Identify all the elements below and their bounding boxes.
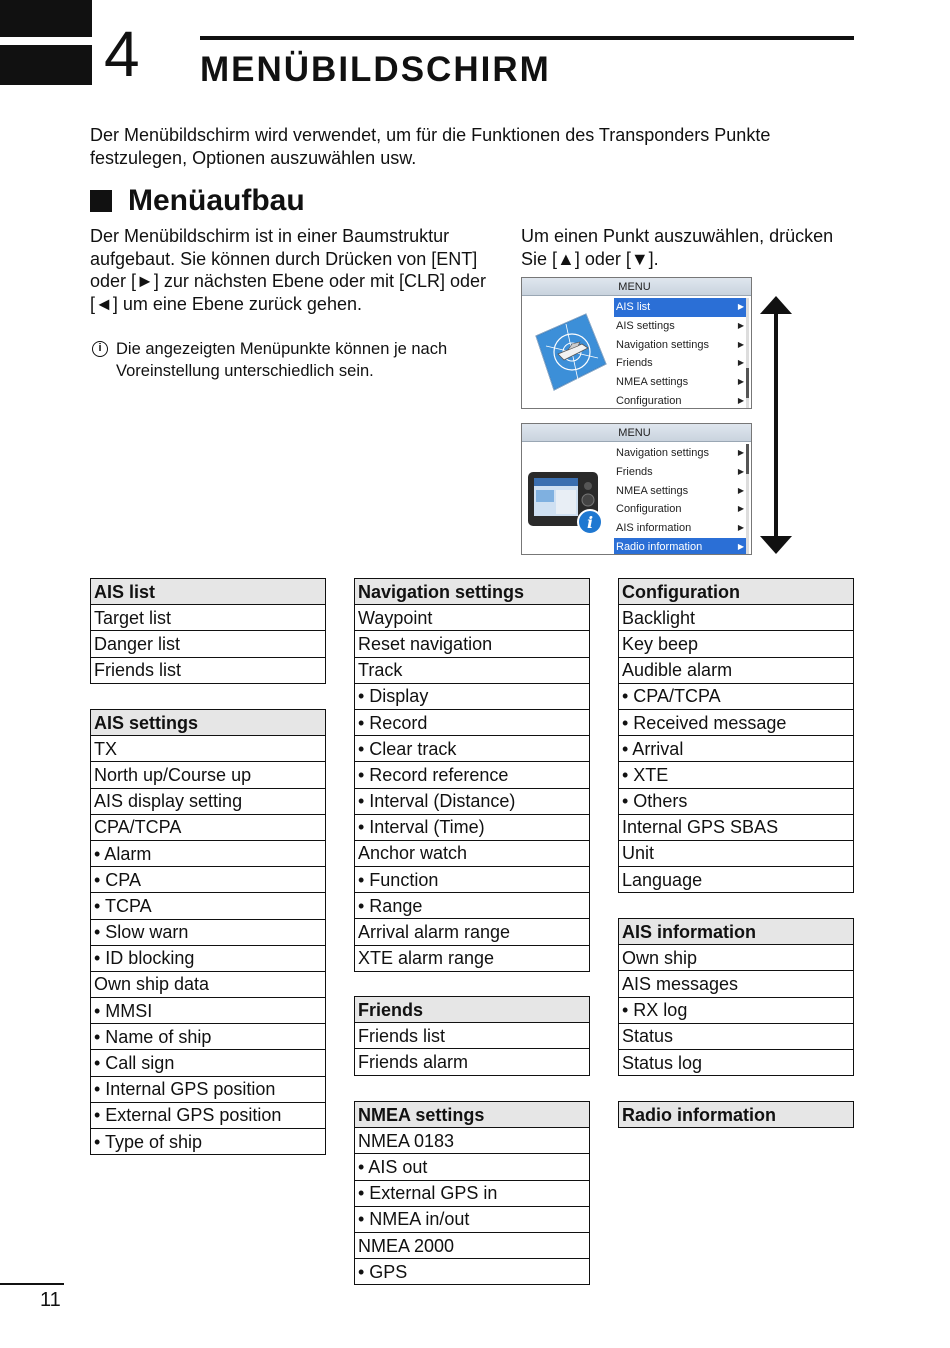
table-cell: Internal GPS SBAS [619, 814, 854, 840]
table-header-cell: AIS list [91, 579, 326, 605]
scrollbar[interactable] [746, 444, 749, 554]
table-row [355, 1128, 590, 1154]
table-cell: Language [619, 867, 854, 893]
table-row [355, 867, 590, 893]
table-cell: CPA/TCPA [91, 814, 326, 840]
structure-description: Der Menübildschirm ist in einer Baumstruktur aufgebaut. Sie können durch Drücken von [ENT] oder [►] zur nächsten Ebene oder mit [CLR] oder [◄] um eine Ebene zurück gehen. [90, 226, 487, 314]
table-row [355, 788, 590, 814]
menu-item-navigation-settings[interactable]: Navigation settings ▶ [614, 336, 748, 355]
table-cell: Arrival alarm range [355, 919, 590, 945]
table-cell: Friends list [91, 657, 326, 683]
table-row [91, 736, 326, 762]
table-row [619, 1049, 854, 1075]
chapter-rule [200, 36, 854, 40]
menu-item-radio-information[interactable]: Radio information ▶ [614, 538, 748, 555]
table-cell: • Name of ship [91, 1024, 326, 1050]
table-cell: Target list [91, 605, 326, 631]
table-cell: Own ship data [91, 971, 326, 997]
chevron-right-icon: ▶ [737, 504, 744, 514]
table-cell: TX [91, 736, 326, 762]
menu-item-navigation-settings[interactable]: Navigation settings ▶ [614, 444, 748, 463]
table-header-row [619, 1102, 854, 1128]
menu-screen-header: MENU [522, 278, 751, 296]
table-cell: Reset navigation [355, 631, 590, 657]
table-cell: • AIS out [355, 1154, 590, 1180]
menu-screen-header: MENU [522, 424, 751, 442]
table-row [355, 919, 590, 945]
menu-item-friends[interactable]: Friends ▶ [614, 354, 748, 373]
table-row [355, 1259, 590, 1285]
table-cell: Audible alarm [619, 657, 854, 683]
scrollbar[interactable] [746, 298, 749, 408]
table-cell: • TCPA [91, 893, 326, 919]
menu-list-1 [614, 298, 748, 409]
info-icon: i [92, 341, 108, 357]
table-cell: • Arrival [619, 736, 854, 762]
table-row [91, 893, 326, 919]
scrollbar-thumb[interactable] [746, 444, 749, 474]
page-number: 11 [40, 1289, 61, 1311]
table-ais-information [618, 918, 854, 1076]
chapter-number: 4 [104, 18, 140, 90]
table-ais-list [90, 578, 326, 684]
menu-item-nmea-settings[interactable]: NMEA settings ▶ [614, 482, 748, 501]
menu-item-configuration[interactable]: Configuration ▶ [614, 392, 748, 409]
table-cell: • Record [355, 709, 590, 735]
table-cell: Friends alarm [355, 1049, 590, 1075]
table-header-cell: Configuration [619, 579, 854, 605]
table-cell: • Display [355, 683, 590, 709]
menu-item-ais-information[interactable]: AIS information ▶ [614, 519, 748, 538]
table-cell: NMEA 2000 [355, 1232, 590, 1258]
table-cell: • Received message [619, 709, 854, 735]
section-heading [90, 184, 305, 218]
table-row [91, 919, 326, 945]
table-navigation-settings [354, 578, 590, 972]
menu-screen-1 [521, 277, 752, 409]
nautical-chart-icon [528, 306, 608, 396]
table-row [355, 945, 590, 971]
table-row [619, 605, 854, 631]
table-row [355, 683, 590, 709]
table-row [91, 1129, 326, 1155]
table-row [91, 657, 326, 683]
table-cell: • MMSI [91, 998, 326, 1024]
table-row [91, 998, 326, 1024]
table-row [91, 1024, 326, 1050]
table-header-cell: AIS settings [91, 710, 326, 736]
menu-item-nmea-settings[interactable]: NMEA settings ▶ [614, 373, 748, 392]
table-row [355, 893, 590, 919]
table-cell: • Interval (Distance) [355, 788, 590, 814]
table-cell: • GPS [355, 1259, 590, 1285]
table-row [91, 762, 326, 788]
table-header-cell: AIS information [619, 919, 854, 945]
table-row [355, 1180, 590, 1206]
table-row [355, 657, 590, 683]
menu-item-friends[interactable]: Friends ▶ [614, 463, 748, 482]
intro-paragraph: Der Menübildschirm wird verwendet, um für die Funktionen des Transponders Punkte festzulegen, Optionen auszuwählen usw. [90, 125, 771, 168]
chevron-right-icon: ▶ [737, 377, 744, 387]
table-row [91, 1076, 326, 1102]
table-cell: • CPA [91, 867, 326, 893]
table-row [355, 814, 590, 840]
table-header-row [619, 919, 854, 945]
menu-item-ais-list[interactable]: AIS list ▶ [614, 298, 748, 317]
table-row [619, 840, 854, 866]
table-cell: • Slow warn [91, 919, 326, 945]
table-row [355, 631, 590, 657]
table-cell: • Internal GPS position [91, 1076, 326, 1102]
table-header-cell: Radio information [619, 1102, 854, 1128]
table-cell: • XTE [619, 762, 854, 788]
table-row [619, 657, 854, 683]
table-cell: • External GPS in [355, 1180, 590, 1206]
chevron-right-icon: ▶ [737, 320, 744, 330]
chapter-tab-bottom [0, 45, 92, 85]
table-row [619, 631, 854, 657]
section-title: Menüaufbau [128, 184, 305, 217]
table-header-row [91, 710, 326, 736]
chapter-tab-top [0, 0, 92, 37]
chevron-right-icon: ▶ [737, 485, 744, 495]
table-cell: XTE alarm range [355, 945, 590, 971]
table-row [619, 814, 854, 840]
table-row [619, 736, 854, 762]
scrollbar-thumb[interactable] [746, 368, 749, 398]
table-row [619, 945, 854, 971]
table-cell: Status [619, 1023, 854, 1049]
chevron-right-icon: ▶ [737, 523, 744, 533]
table-cell: • Type of ship [91, 1129, 326, 1155]
table-cell: • Range [355, 893, 590, 919]
up-down-arrow-icon [760, 296, 792, 554]
table-cell: North up/Course up [91, 762, 326, 788]
note-text: Die angezeigten Menüpunkte können je nach Voreinstellung unterschiedlich sein. [116, 340, 448, 380]
table-cell: NMEA 0183 [355, 1128, 590, 1154]
table-row [619, 788, 854, 814]
table-header-row [355, 997, 590, 1023]
table-cell: • ID blocking [91, 945, 326, 971]
table-cell: • Function [355, 867, 590, 893]
menu-item-configuration[interactable]: Configuration ▶ [614, 500, 748, 519]
table-row [91, 840, 326, 866]
table-cell: • NMEA in/out [355, 1206, 590, 1232]
table-cell: • Others [619, 788, 854, 814]
table-row [91, 1050, 326, 1076]
table-cell: • External GPS position [91, 1102, 326, 1128]
table-configuration [618, 578, 854, 893]
table-cell: Backlight [619, 605, 854, 631]
table-row [91, 971, 326, 997]
chevron-right-icon: ▶ [737, 339, 744, 349]
chevron-right-icon: ▶ [737, 358, 744, 368]
table-row [355, 605, 590, 631]
table-row [355, 840, 590, 866]
table-row [91, 867, 326, 893]
table-cell: • Alarm [91, 840, 326, 866]
table-nmea-settings [354, 1101, 590, 1285]
table-row [355, 1049, 590, 1075]
menu-item-ais-settings[interactable]: AIS settings ▶ [614, 317, 748, 336]
chapter-title: MENÜBILDSCHIRM [200, 50, 551, 89]
table-row [355, 1206, 590, 1232]
table-row [355, 1023, 590, 1049]
chevron-right-icon: ▶ [737, 395, 744, 405]
note [90, 338, 490, 382]
table-cell: • Clear track [355, 736, 590, 762]
table-cell: Unit [619, 840, 854, 866]
table-row [619, 683, 854, 709]
table-row [355, 709, 590, 735]
table-header-cell: Navigation settings [355, 579, 590, 605]
table-row [355, 762, 590, 788]
table-friends [354, 996, 590, 1076]
table-row [91, 631, 326, 657]
table-cell: Own ship [619, 945, 854, 971]
table-row [91, 814, 326, 840]
device-info-icon [526, 466, 606, 536]
chevron-right-icon: ▶ [737, 466, 744, 476]
table-row [91, 1102, 326, 1128]
table-row [91, 945, 326, 971]
table-row [619, 867, 854, 893]
table-header-row [355, 579, 590, 605]
table-cell: Status log [619, 1049, 854, 1075]
chevron-right-icon: ▶ [737, 448, 744, 457]
table-cell: Track [355, 657, 590, 683]
table-ais-settings [90, 709, 326, 1155]
table-cell: • Call sign [91, 1050, 326, 1076]
table-header-row [91, 579, 326, 605]
table-cell: • Interval (Time) [355, 814, 590, 840]
table-row [355, 736, 590, 762]
menu-screen-2 [521, 423, 752, 555]
table-cell: Danger list [91, 631, 326, 657]
table-header-cell: NMEA settings [355, 1102, 590, 1128]
table-row [355, 1154, 590, 1180]
table-row [91, 788, 326, 814]
table-cell: • CPA/TCPA [619, 683, 854, 709]
table-cell: Anchor watch [355, 840, 590, 866]
table-row [91, 605, 326, 631]
table-cell: • Record reference [355, 762, 590, 788]
table-cell: Waypoint [355, 605, 590, 631]
table-row [619, 709, 854, 735]
svg-text:i: i [586, 513, 594, 532]
table-row [619, 997, 854, 1023]
table-row [619, 762, 854, 788]
table-cell: AIS messages [619, 971, 854, 997]
table-row [619, 971, 854, 997]
chevron-right-icon: ▶ [737, 541, 744, 551]
table-cell: AIS display setting [91, 788, 326, 814]
table-header-cell: Friends [355, 997, 590, 1023]
menu-list-2 [614, 444, 748, 555]
table-cell: Key beep [619, 631, 854, 657]
footer-rule [0, 1283, 64, 1285]
table-header-row [355, 1102, 590, 1128]
table-radio-information [618, 1101, 854, 1128]
table-cell: Friends list [355, 1023, 590, 1049]
table-row [355, 1232, 590, 1258]
select-instruction: Um einen Punkt auszuwählen, drücken Sie [▲] oder [▼]. [521, 226, 834, 269]
table-row [619, 1023, 854, 1049]
chevron-right-icon: ▶ [737, 302, 744, 311]
table-header-row [619, 579, 854, 605]
table-cell: • RX log [619, 997, 854, 1023]
square-bullet-icon [90, 190, 112, 212]
